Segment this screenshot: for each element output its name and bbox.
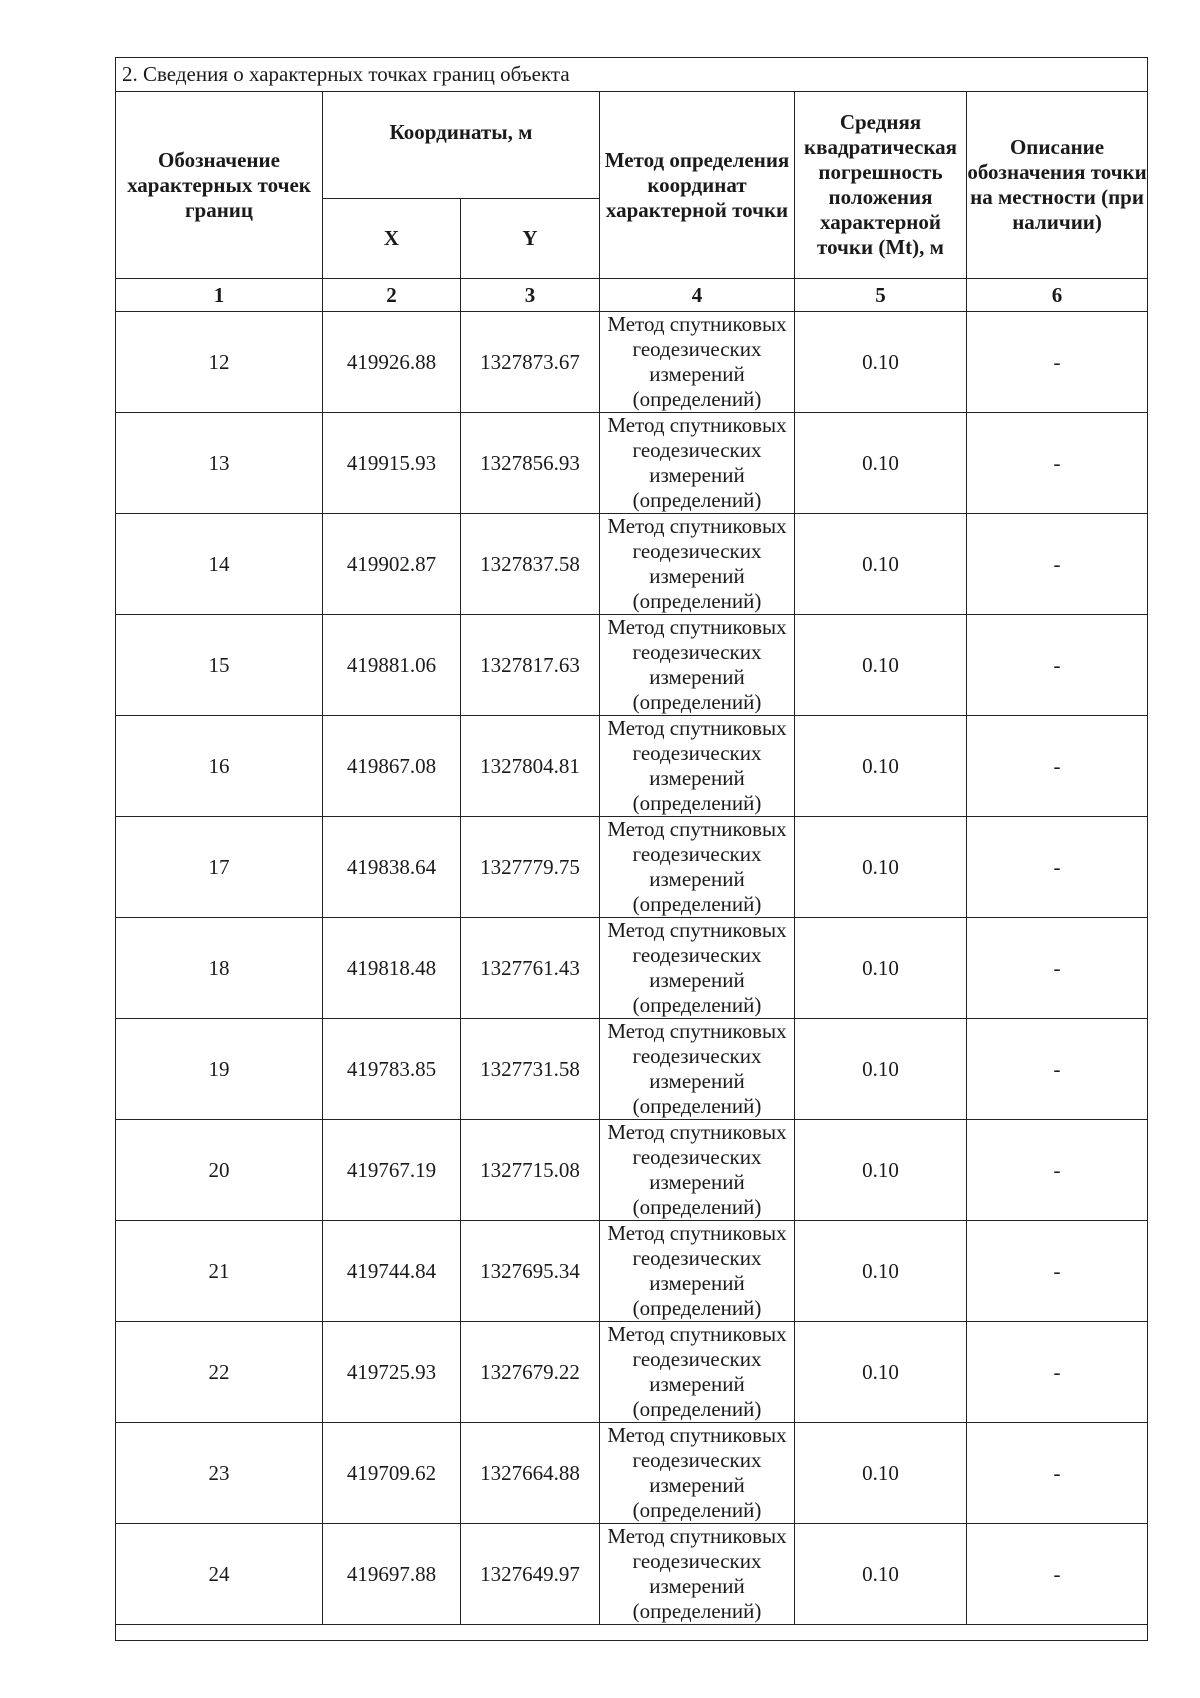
coord-y: 1327649.97 bbox=[461, 1524, 600, 1625]
coord-y: 1327679.22 bbox=[461, 1322, 600, 1423]
error-cell: 0.10 bbox=[795, 514, 967, 615]
method-cell: Метод спутниковых геодезических измерений (определений) bbox=[600, 413, 795, 514]
point-number: 21 bbox=[116, 1221, 323, 1322]
table-row bbox=[116, 514, 1148, 615]
column-number: 6 bbox=[967, 279, 1148, 312]
table-row bbox=[116, 1120, 1148, 1221]
coord-y: 1327779.75 bbox=[461, 817, 600, 918]
method-cell: Метод спутниковых геодезических измерений (определений) bbox=[600, 1322, 795, 1423]
error-cell: 0.10 bbox=[795, 1524, 967, 1625]
point-number: 13 bbox=[116, 413, 323, 514]
point-number: 23 bbox=[116, 1423, 323, 1524]
coord-y: 1327731.58 bbox=[461, 1019, 600, 1120]
point-number: 17 bbox=[116, 817, 323, 918]
method-cell: Метод спутниковых геодезических измерений (определений) bbox=[600, 817, 795, 918]
coord-y: 1327873.67 bbox=[461, 312, 600, 413]
error-cell: 0.10 bbox=[795, 615, 967, 716]
description-cell: - bbox=[967, 312, 1148, 413]
description-cell: - bbox=[967, 615, 1148, 716]
description-cell: - bbox=[967, 817, 1148, 918]
table-row bbox=[116, 1221, 1148, 1322]
point-number: 20 bbox=[116, 1120, 323, 1221]
header-point-designation: Обозначение характерных точек границ bbox=[116, 92, 323, 279]
point-number: 15 bbox=[116, 615, 323, 716]
coord-y: 1327804.81 bbox=[461, 716, 600, 817]
description-cell: - bbox=[967, 1423, 1148, 1524]
error-cell: 0.10 bbox=[795, 817, 967, 918]
point-number: 14 bbox=[116, 514, 323, 615]
header-mean-square-error: Средняя квадратическая погрешность положения характерной точки (Mt), м bbox=[795, 92, 967, 279]
header-description: Описание обозначения точки на местности (при наличии) bbox=[967, 92, 1148, 279]
description-cell: - bbox=[967, 1221, 1148, 1322]
document-sheet bbox=[115, 57, 1147, 1641]
coord-x: 419902.87 bbox=[323, 514, 461, 615]
description-cell: - bbox=[967, 1019, 1148, 1120]
method-cell: Метод спутниковых геодезических измерений (определений) bbox=[600, 1423, 795, 1524]
empty-footer-cell bbox=[116, 1625, 1148, 1641]
table-footer-band bbox=[116, 1625, 1148, 1641]
points-body bbox=[116, 312, 1148, 1641]
method-cell: Метод спутниковых геодезических измерений (определений) bbox=[600, 918, 795, 1019]
method-cell: Метод спутниковых геодезических измерений (определений) bbox=[600, 1524, 795, 1625]
method-cell: Метод спутниковых геодезических измерений (определений) bbox=[600, 1019, 795, 1120]
table-row bbox=[116, 1019, 1148, 1120]
method-cell: Метод спутниковых геодезических измерений (определений) bbox=[600, 716, 795, 817]
method-cell: Метод спутниковых геодезических измерений (определений) bbox=[600, 615, 795, 716]
coord-y: 1327761.43 bbox=[461, 918, 600, 1019]
column-number: 2 bbox=[323, 279, 461, 312]
table-row bbox=[116, 918, 1148, 1019]
coord-y: 1327664.88 bbox=[461, 1423, 600, 1524]
error-cell: 0.10 bbox=[795, 312, 967, 413]
column-number: 3 bbox=[461, 279, 600, 312]
section-title: 2. Сведения о характерных точках границ объекта bbox=[116, 58, 1148, 92]
description-cell: - bbox=[967, 918, 1148, 1019]
error-cell: 0.10 bbox=[795, 918, 967, 1019]
header-method: Метод определения координат характерной точки bbox=[600, 92, 795, 279]
coord-y: 1327817.63 bbox=[461, 615, 600, 716]
coord-x: 419915.93 bbox=[323, 413, 461, 514]
error-cell: 0.10 bbox=[795, 1019, 967, 1120]
column-number: 5 bbox=[795, 279, 967, 312]
table-row bbox=[116, 716, 1148, 817]
error-cell: 0.10 bbox=[795, 1322, 967, 1423]
coord-x: 419783.85 bbox=[323, 1019, 461, 1120]
coord-y: 1327837.58 bbox=[461, 514, 600, 615]
coord-y: 1327715.08 bbox=[461, 1120, 600, 1221]
description-cell: - bbox=[967, 514, 1148, 615]
coord-x: 419725.93 bbox=[323, 1322, 461, 1423]
coord-x: 419867.08 bbox=[323, 716, 461, 817]
coord-x: 419697.88 bbox=[323, 1524, 461, 1625]
column-number: 1 bbox=[116, 279, 323, 312]
point-number: 18 bbox=[116, 918, 323, 1019]
table-row bbox=[116, 312, 1148, 413]
point-number: 22 bbox=[116, 1322, 323, 1423]
point-number: 19 bbox=[116, 1019, 323, 1120]
coord-x: 419926.88 bbox=[323, 312, 461, 413]
point-number: 24 bbox=[116, 1524, 323, 1625]
coord-x: 419744.84 bbox=[323, 1221, 461, 1322]
table-row bbox=[116, 1322, 1148, 1423]
coord-x: 419767.19 bbox=[323, 1120, 461, 1221]
description-cell: - bbox=[967, 1322, 1148, 1423]
header-coordinates: Координаты, м bbox=[323, 92, 600, 199]
table-row bbox=[116, 413, 1148, 514]
table-row bbox=[116, 817, 1148, 918]
method-cell: Метод спутниковых геодезических измерений (определений) bbox=[600, 514, 795, 615]
header-y: Y bbox=[461, 199, 600, 279]
error-cell: 0.10 bbox=[795, 1120, 967, 1221]
boundary-points-table bbox=[115, 57, 1148, 1641]
column-number: 4 bbox=[600, 279, 795, 312]
error-cell: 0.10 bbox=[795, 1423, 967, 1524]
error-cell: 0.10 bbox=[795, 413, 967, 514]
point-number: 16 bbox=[116, 716, 323, 817]
method-cell: Метод спутниковых геодезических измерений (определений) bbox=[600, 312, 795, 413]
coord-y: 1327856.93 bbox=[461, 413, 600, 514]
coord-x: 419818.48 bbox=[323, 918, 461, 1019]
coord-x: 419709.62 bbox=[323, 1423, 461, 1524]
error-cell: 0.10 bbox=[795, 716, 967, 817]
coord-x: 419838.64 bbox=[323, 817, 461, 918]
description-cell: - bbox=[967, 1120, 1148, 1221]
method-cell: Метод спутниковых геодезических измерений (определений) bbox=[600, 1221, 795, 1322]
header-x: X bbox=[323, 199, 461, 279]
coord-y: 1327695.34 bbox=[461, 1221, 600, 1322]
method-cell: Метод спутниковых геодезических измерений (определений) bbox=[600, 1120, 795, 1221]
coord-x: 419881.06 bbox=[323, 615, 461, 716]
description-cell: - bbox=[967, 716, 1148, 817]
description-cell: - bbox=[967, 413, 1148, 514]
error-cell: 0.10 bbox=[795, 1221, 967, 1322]
point-number: 12 bbox=[116, 312, 323, 413]
description-cell: - bbox=[967, 1524, 1148, 1625]
table-row bbox=[116, 1423, 1148, 1524]
table-row bbox=[116, 615, 1148, 716]
table-row bbox=[116, 1524, 1148, 1625]
